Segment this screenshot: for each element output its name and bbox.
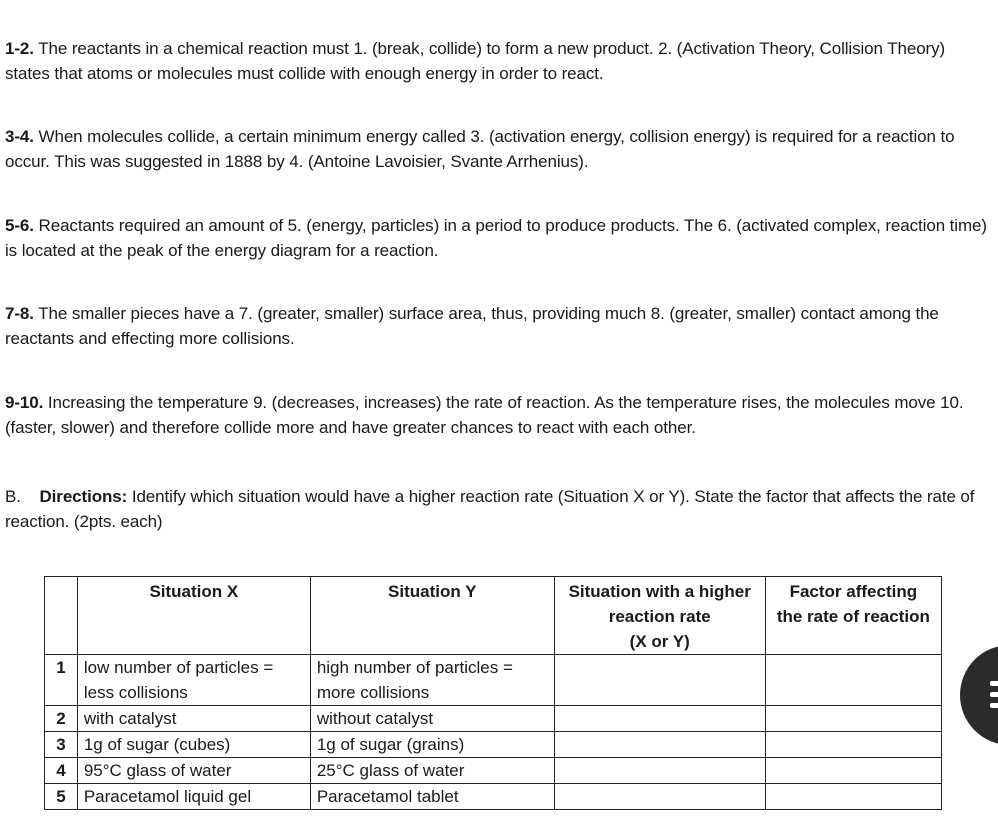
floating-menu-button[interactable]	[960, 645, 998, 745]
factor-cell[interactable]	[765, 784, 941, 810]
directions-text: Identify which situation would have a higher reaction rate (Situation X or Y). State the factor that affects the rate of reaction. (2pts. each)	[5, 487, 975, 531]
situation-y-cell: 1g of sugar (grains)	[310, 732, 554, 758]
answer-cell[interactable]	[554, 758, 765, 784]
row-number: 1	[45, 655, 78, 706]
question-1-2	[5, 36, 990, 86]
answer-cell[interactable]	[554, 732, 765, 758]
header-factor-line2: the rate of reaction	[776, 607, 930, 626]
header-higher-line2: reaction rate	[608, 607, 711, 626]
factor-cell[interactable]	[765, 706, 941, 732]
question-7-8	[5, 301, 990, 351]
header-situation-x: Situation X	[77, 577, 310, 655]
table-row	[45, 732, 942, 758]
situation-x-cell: Paracetamol liquid gel	[77, 784, 310, 810]
situation-x-line2: less collisions	[83, 683, 188, 702]
situation-y-cell: without catalyst	[310, 706, 554, 732]
table-row	[45, 784, 942, 810]
question-label: 1-2.	[5, 39, 34, 58]
table-header-row	[45, 577, 942, 655]
situation-x-line1: low number of particles =	[83, 658, 274, 677]
header-situation-y: Situation Y	[310, 577, 554, 655]
row-number: 2	[45, 706, 78, 732]
question-text: Reactants required an amount of 5. (energy, particles) in a period to produce products. The 6. (activated complex, reaction time) is located at the peak of the energy diagram for a reaction.	[5, 216, 987, 260]
situation-x-cell	[77, 655, 310, 706]
situation-y-line1: high number of particles =	[316, 658, 513, 677]
directions-label: Directions:	[39, 487, 128, 506]
answer-cell[interactable]	[554, 784, 765, 810]
situation-y-cell: 25°C glass of water	[310, 758, 554, 784]
part-b-directions	[5, 484, 990, 534]
situation-y-cell: Paracetamol tablet	[310, 784, 554, 810]
situation-x-cell: with catalyst	[77, 706, 310, 732]
header-higher-line3: (X or Y)	[629, 632, 690, 651]
situation-y-cell	[310, 655, 554, 706]
factor-cell[interactable]	[765, 732, 941, 758]
question-label: 9-10.	[5, 393, 44, 412]
situation-table	[44, 576, 942, 810]
header-higher-rate	[554, 577, 765, 655]
question-text: The smaller pieces have a 7. (greater, smaller) surface area, thus, providing much 8. (greater, smaller) contact among the reactants and effecting more collisions.	[5, 304, 939, 348]
factor-cell[interactable]	[765, 655, 941, 706]
table-row	[45, 706, 942, 732]
table-row	[45, 655, 942, 706]
header-factor-line1: Factor affecting	[789, 582, 918, 601]
answer-cell[interactable]	[554, 706, 765, 732]
header-higher-line1: Situation with a higher	[568, 582, 751, 601]
header-factor	[765, 577, 941, 655]
part-letter: B.	[5, 487, 21, 506]
situation-x-cell: 95°C glass of water	[77, 758, 310, 784]
question-text: When molecules collide, a certain minimum energy called 3. (activation energy, collision energy) is required for a reaction to occur. This was suggested in 1888 by 4. (Antoine Lavoisier, Svante Arrhenius).	[5, 127, 955, 171]
factor-cell[interactable]	[765, 758, 941, 784]
row-number: 5	[45, 784, 78, 810]
answer-cell[interactable]	[554, 655, 765, 706]
question-3-4	[5, 124, 990, 174]
table-row	[45, 758, 942, 784]
question-label: 7-8.	[5, 304, 34, 323]
question-text: Increasing the temperature 9. (decreases, increases) the rate of reaction. As the temperature rises, the molecules move 10. (faster, slower) and therefore collide more and have greater chances to react with each other.	[5, 393, 964, 437]
situation-x-cell: 1g of sugar (cubes)	[77, 732, 310, 758]
row-number: 3	[45, 732, 78, 758]
question-text: The reactants in a chemical reaction must 1. (break, collide) to form a new product. 2. (Activation Theory, Collision Theory) states that atoms or molecules must collide with enough energy in order to react.	[5, 39, 946, 83]
question-label: 5-6.	[5, 216, 34, 235]
menu-icon	[990, 681, 998, 714]
question-label: 3-4.	[5, 127, 34, 146]
situation-y-line2: more collisions	[316, 683, 430, 702]
question-5-6	[5, 213, 990, 263]
row-number: 4	[45, 758, 78, 784]
question-9-10	[5, 390, 990, 440]
header-number	[45, 577, 78, 655]
